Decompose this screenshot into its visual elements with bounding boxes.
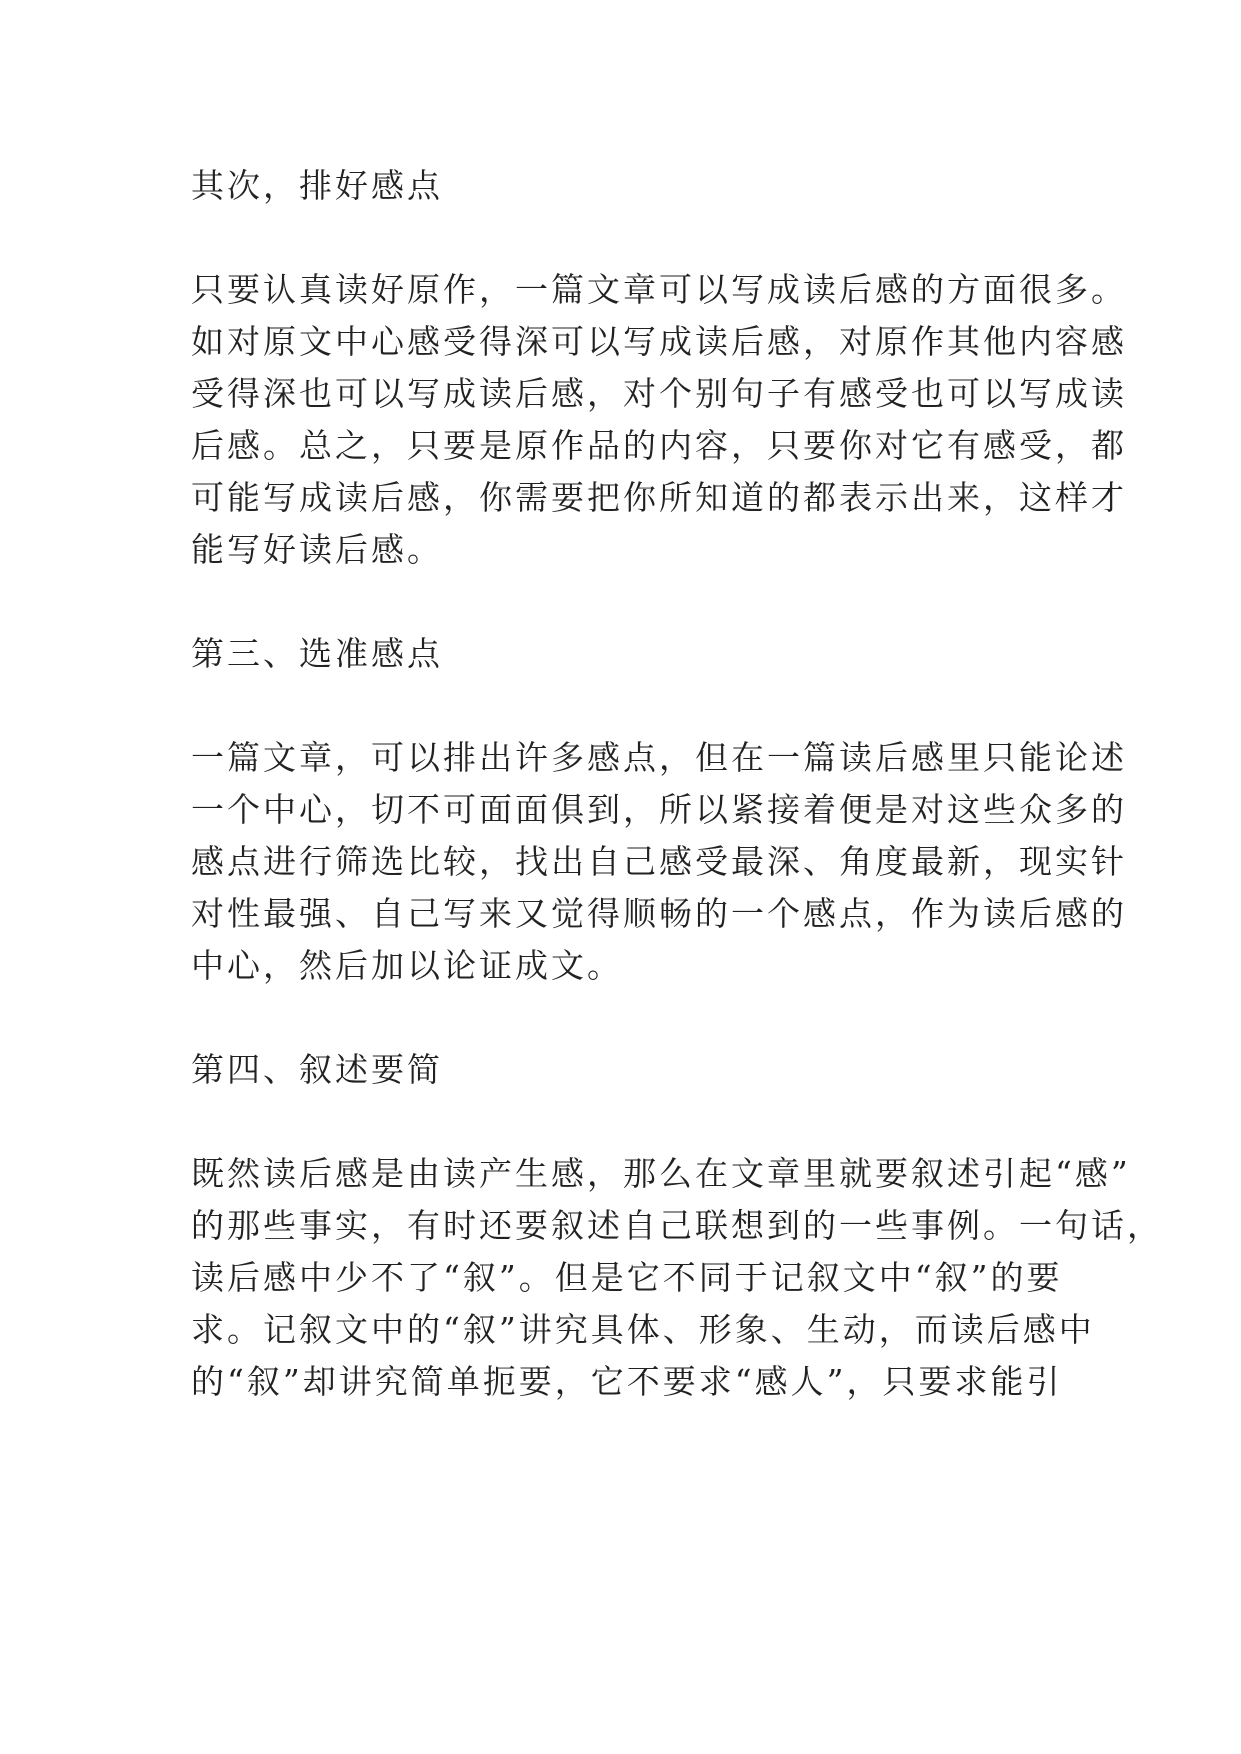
paragraph-line: 的那些事实，有时还要叙述自己联想到的一些事例。一句话， (191, 1206, 1163, 1245)
paragraph-line: 能写好读后感。 (191, 530, 443, 569)
paragraph-line: 的“叙”却讲究简单扼要，它不要求“感人”，只要求能引 (191, 1362, 1063, 1401)
paragraph-line: 受得深也可以写成读后感，对个别句子有感受也可以写成读 (191, 374, 1127, 413)
paragraph-line: 中心，然后加以论证成文。 (191, 946, 623, 985)
paragraph-line: 既然读后感是由读产生感，那么在文章里就要叙述引起“感” (191, 1154, 1131, 1193)
section-heading: 第四、叙述要简 (191, 1050, 443, 1089)
paragraph-line: 读后感中少不了“叙”。但是它不同于记叙文中“叙”的要 (191, 1258, 1063, 1297)
paragraph-line: 感点进行筛选比较，找出自己感受最深、角度最新，现实针 (191, 842, 1127, 881)
paragraph-line: 可能写成读后感，你需要把你所知道的都表示出来，这样才 (191, 478, 1127, 517)
paragraph-line: 一篇文章，可以排出许多感点，但在一篇读后感里只能论述 (191, 738, 1127, 777)
paragraph-line: 对性最强、自己写来又觉得顺畅的一个感点，作为读后感的 (191, 894, 1127, 933)
paragraph-line: 后感。总之，只要是原作品的内容，只要你对它有感受，都 (191, 426, 1127, 465)
paragraph-line: 求。记叙文中的“叙”讲究具体、形象、生动，而读后感中 (191, 1310, 1095, 1349)
paragraph-line: 一个中心，切不可面面俱到，所以紧接着便是对这些众多的 (191, 790, 1127, 829)
paragraph-line: 只要认真读好原作，一篇文章可以写成读后感的方面很多。 (191, 270, 1127, 309)
section-heading: 第三、选准感点 (191, 634, 443, 673)
paragraph-line: 如对原文中心感受得深可以写成读后感，对原作其他内容感 (191, 322, 1127, 361)
section-heading: 其次，排好感点 (191, 166, 443, 205)
